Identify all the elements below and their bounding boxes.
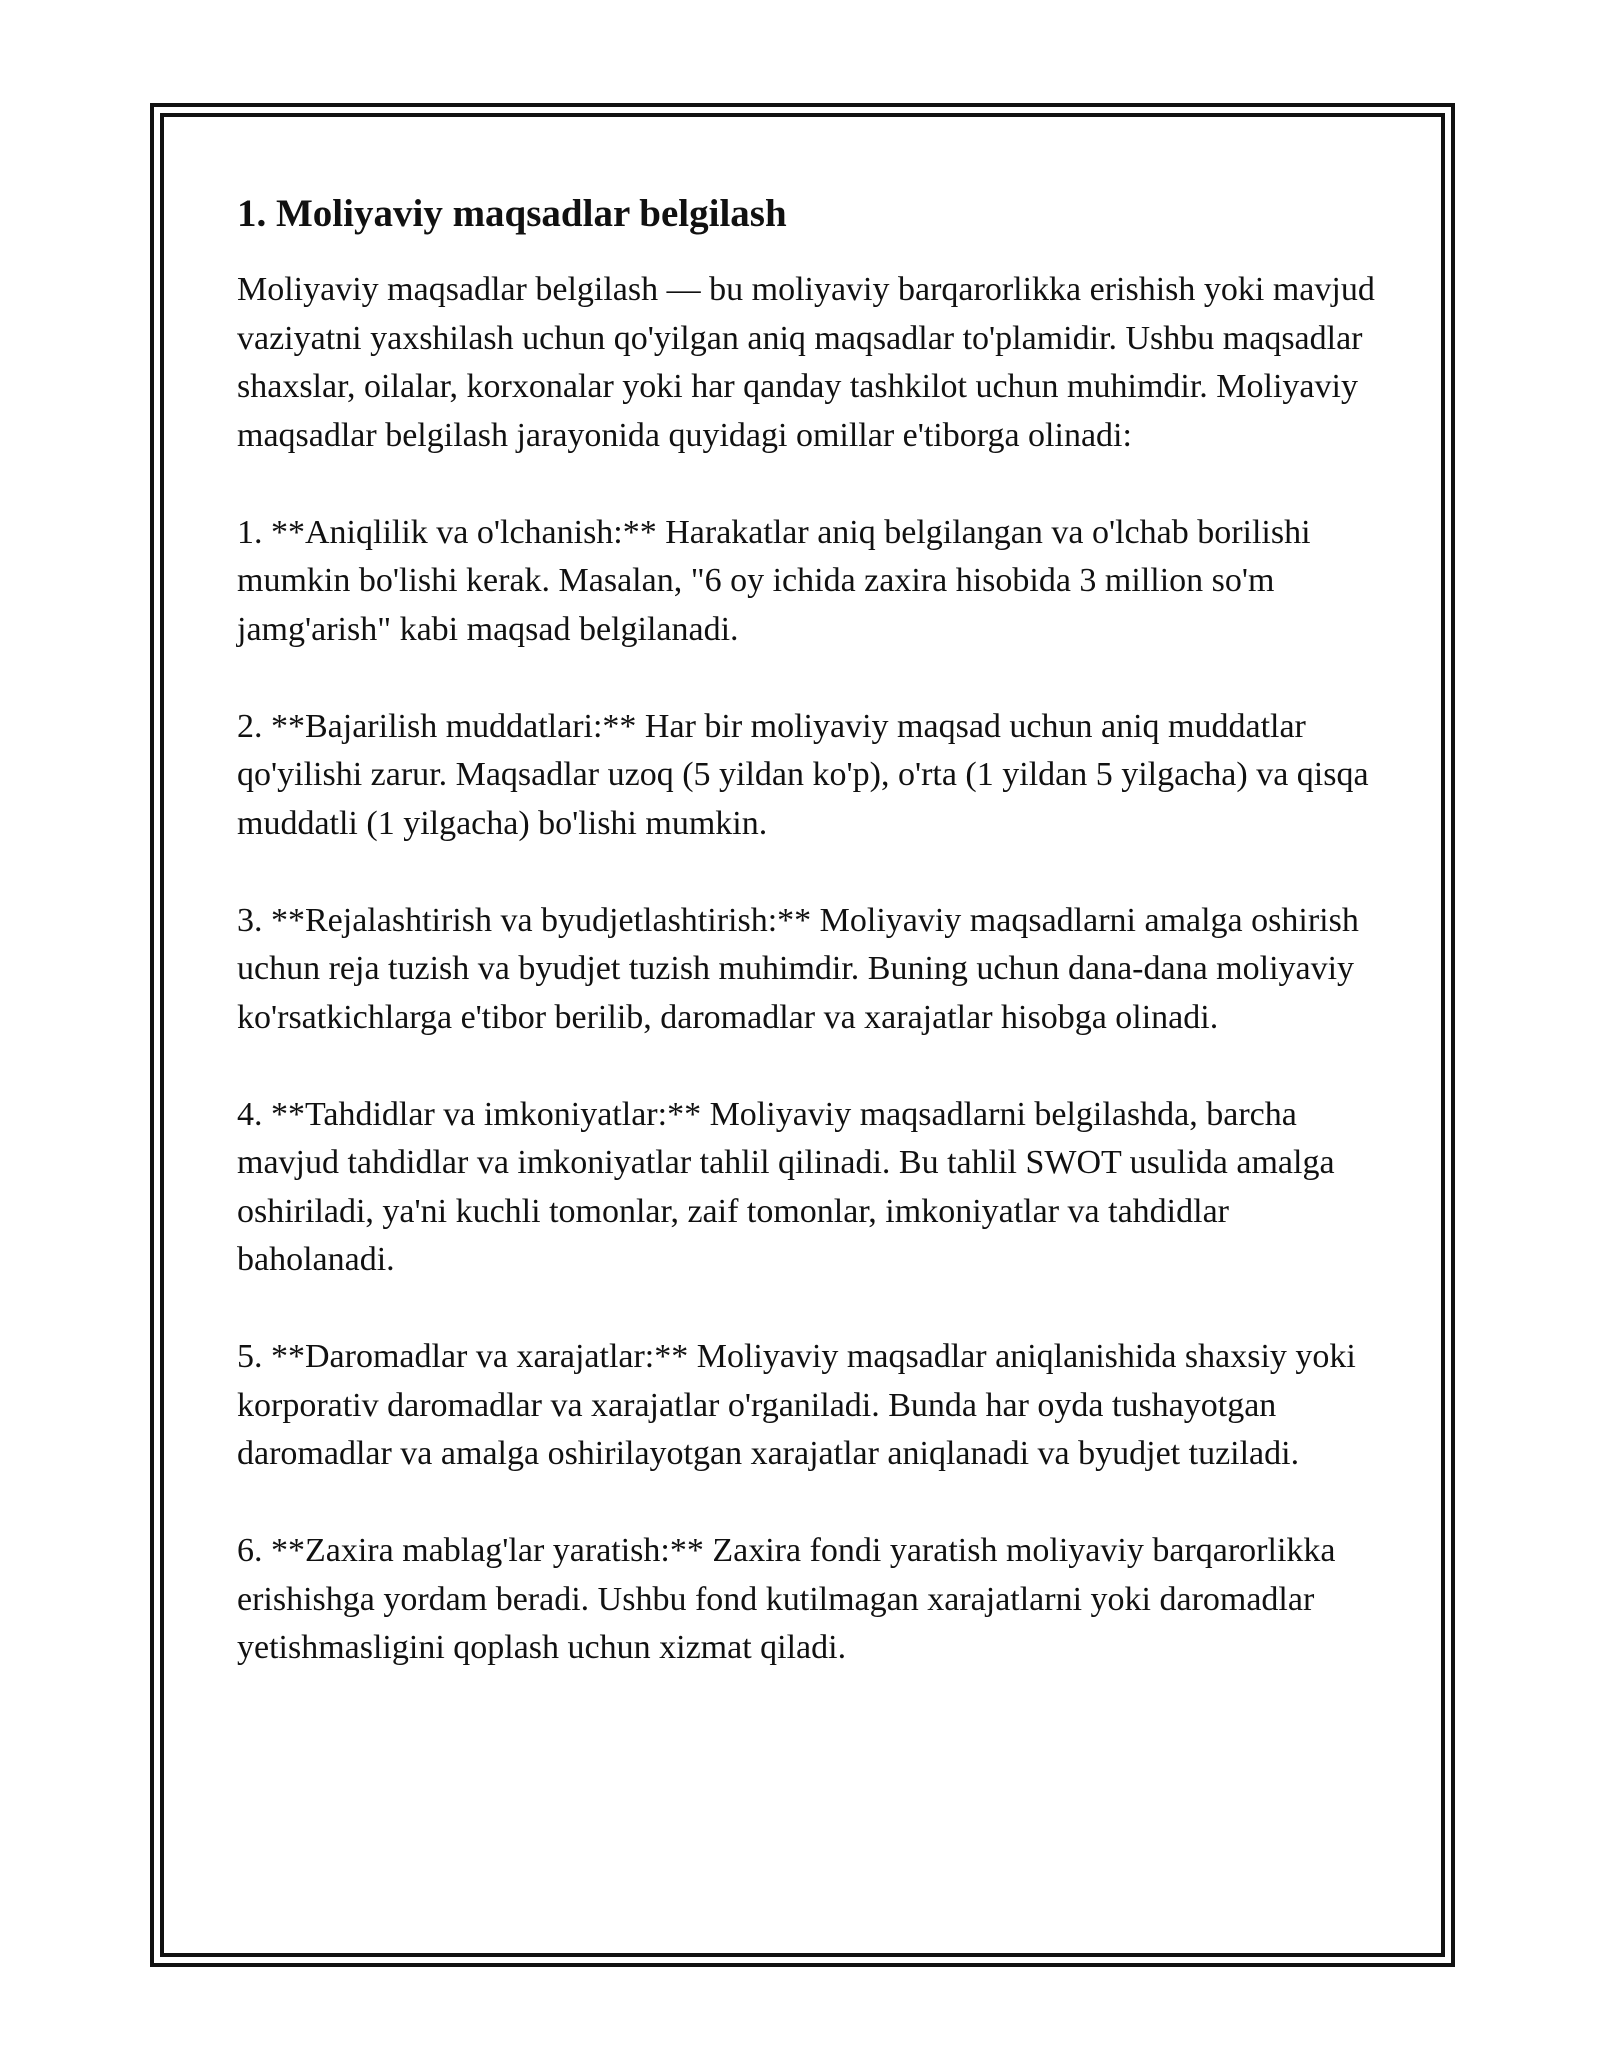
list-item-5: 5. **Daromadlar va xarajatlar:** Moliyaviy maqsadlar aniqlanishida shaxsiy yoki korporativ daromadlar va xarajatlar o'rganiladi. Bunda har oyda tushayotgan daromadlar va amalga oshirilayotgan xarajatlar aniqlanadi va byudjet tuziladi.: [237, 1338, 1356, 1472]
document-title: 1. Moliyaviy maqsadlar belgilash: [237, 192, 787, 235]
list-item-3: 3. **Rejalashtirish va byudjetlashtirish:** Moliyaviy maqsadlarni amalga oshirish uchun reja tuzish va byudjet tuzish muhimdir. Buning uchun dana-dana moliyaviy ko'rsatkichlarga e'tibor berilib, daromadlar va xarajatlar hisobga olinadi.: [237, 901, 1359, 1036]
list-item-2: 2. **Bajarilish muddatlari:** Har bir moliyaviy maqsad uchun aniq muddatlar qo'yilishi zarur. Maqsadlar uzoq (5 yildan ko'p), o'rta (1 yildan 5 yilgacha) va qisqa muddatli (1 yilgacha) bo'lishi mumkin.: [237, 707, 1369, 842]
list-item-4: 4. **Tahdidlar va imkoniyatlar:** Moliyaviy maqsadlarni belgilashda, barcha mavjud tahdidlar va imkoniyatlar tahlil qilinadi. Bu tahlil SWOT usulida amalga oshiriladi, ya'ni kuchli tomonlar, zaif tomonlar, imkoniyatlar va tahdidlar baholanadi.: [237, 1095, 1335, 1278]
list-item-6: 6. **Zaxira mablag'lar yaratish:** Zaxira fondi yaratish moliyaviy barqarorlikka erishishga yordam beradi. Ushbu fond kutilmagan xarajatlarni yoki daromadlar yetishmasligini qoplash uchun xizmat qiladi.: [237, 1532, 1336, 1666]
intro-paragraph: Moliyaviy maqsadlar belgilash — bu moliyaviy barqarorlikka erishish yoki mavjud vaziyatni yaxshilash uchun qo'yilgan aniq maqsadlar to'plamidir. Ushbu maqsadlar shaxslar, oilalar, korxonalar yoki har qanday tashkilot uchun muhimdir. Moliyaviy maqsadlar belgilash jarayonida quyidagi omillar e'tiborga olinadi:: [237, 271, 1375, 454]
list-item-1: 1. **Aniqlilik va o'lchanish:** Harakatlar aniq belgilangan va o'lchab borilishi mumkin bo'lishi kerak. Masalan, "6 oy ichida zaxira hisobida 3 million so'm jamg'arish" kabi maqsad belgilanadi.: [237, 513, 1311, 648]
document-body: [237, 186, 1377, 1721]
